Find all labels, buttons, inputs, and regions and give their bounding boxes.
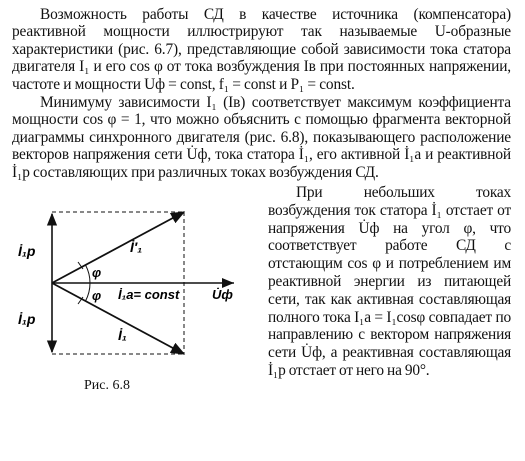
phi-arc-bottom (86, 283, 91, 301)
label-uf: U̇ф (212, 287, 233, 303)
label-i1: İ₁ (118, 327, 127, 344)
label-phi-bottom: φ (92, 288, 102, 304)
i1-prime-vector (52, 212, 184, 283)
paragraph-3 (268, 184, 511, 380)
label-i1a-const: İ₁а= const (118, 287, 180, 303)
vector-diagram (12, 190, 262, 376)
label-i1p-bottom: İ₁р (18, 311, 36, 328)
paragraph-1 (12, 6, 511, 93)
p2-text: Минимуму зависимости I₁ (Iв) соответствует максимум коэффициента мощности cos φ = 1, что можно объяснить с помощью фрагмента векторной диаграммы синхронного двигателя (рис. 6.8), показывающего расположение векторов напряжения сети U̇ф, тока статора İ₁, его активной İ₁а и реактивной İ₁р составляющих при различных токах возбуждения СД. (12, 94, 511, 181)
paragraph-2 (12, 94, 511, 181)
figure-caption: Рис. 6.8 (84, 378, 130, 394)
phi-arc-top (86, 265, 91, 283)
p3-text: При небольших токах возбуждения ток статора İ₁ отстает от напряжения U̇ф на угол φ, что соответствует работе СД с отстающим cos φ и потреблением им реактивной энергии из питающей сети, так как активная составляющая полного тока I₁а = I₁cosφ совпадает по направлению с вектором напряжения сети U̇ф, а реактивная составляющая İ₁р отстает от него на 90°. (268, 184, 511, 380)
figure-section (12, 184, 511, 404)
label-i1-prime: İ′₁ (130, 239, 143, 256)
label-phi-top: φ (92, 265, 102, 281)
p1-text: Возможность работы СД в качестве источника (компенсатора) реактивной мощности иллюстрируют так называемые U-образные характеристики (рис. 6.7), представляющие собой зависимости тока статора двигателя I₁ и его cos φ от тока возбуждения Iв при постоянных напряжении, частоте и мощности Uф = const, f₁ = const и P₁ = const. (12, 6, 511, 93)
vector-diagram-figure (12, 190, 262, 404)
label-i1p-top: İ₁р (18, 243, 36, 260)
